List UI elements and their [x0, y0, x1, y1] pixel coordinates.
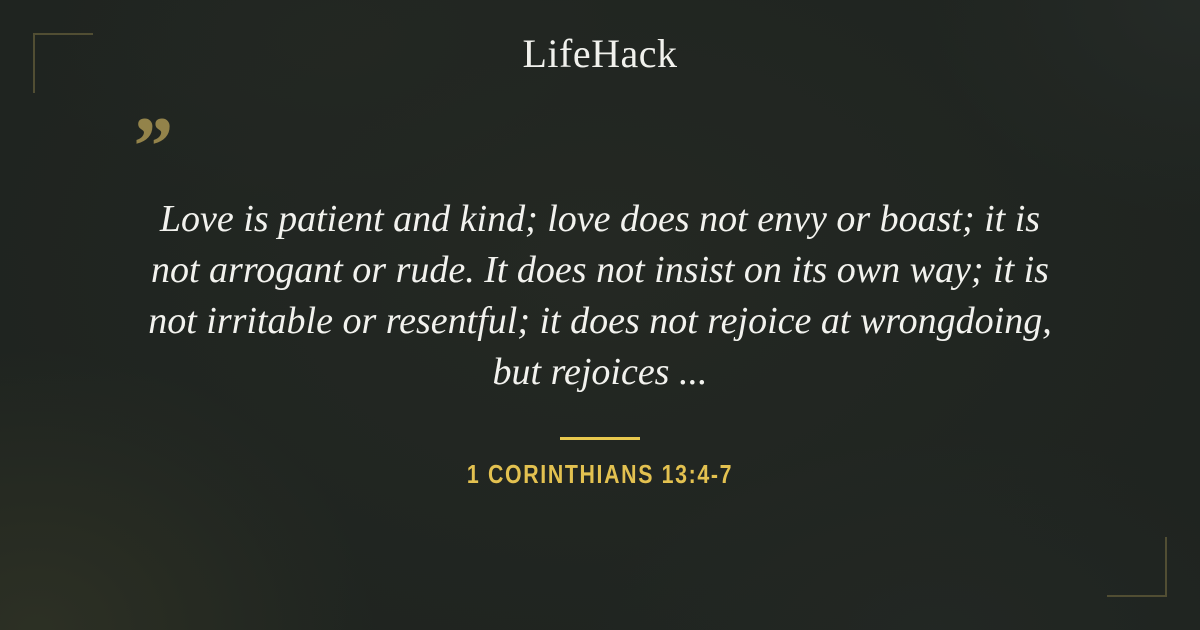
- quote-line-2: not arrogant or rude. It does not insist on its own way; it is: [151, 249, 1049, 291]
- quote-line-3: not irritable or resentful; it does not rejoice at wrongdoing,: [148, 300, 1052, 342]
- quote-line-4: but rejoices ...: [492, 351, 708, 393]
- divider-line: [560, 437, 640, 440]
- brand-logo: LifeHack: [522, 31, 678, 76]
- quote-attribution: 1 CORINTHIANS 13:4-7: [466, 459, 734, 489]
- quote-text: [0, 194, 1200, 398]
- quote-mark-icon: ”: [129, 100, 171, 193]
- quote-line-1: Love is patient and kind; love does not envy or boast; it is: [159, 198, 1041, 240]
- corner-bracket-bottom-right-icon: [1107, 537, 1167, 597]
